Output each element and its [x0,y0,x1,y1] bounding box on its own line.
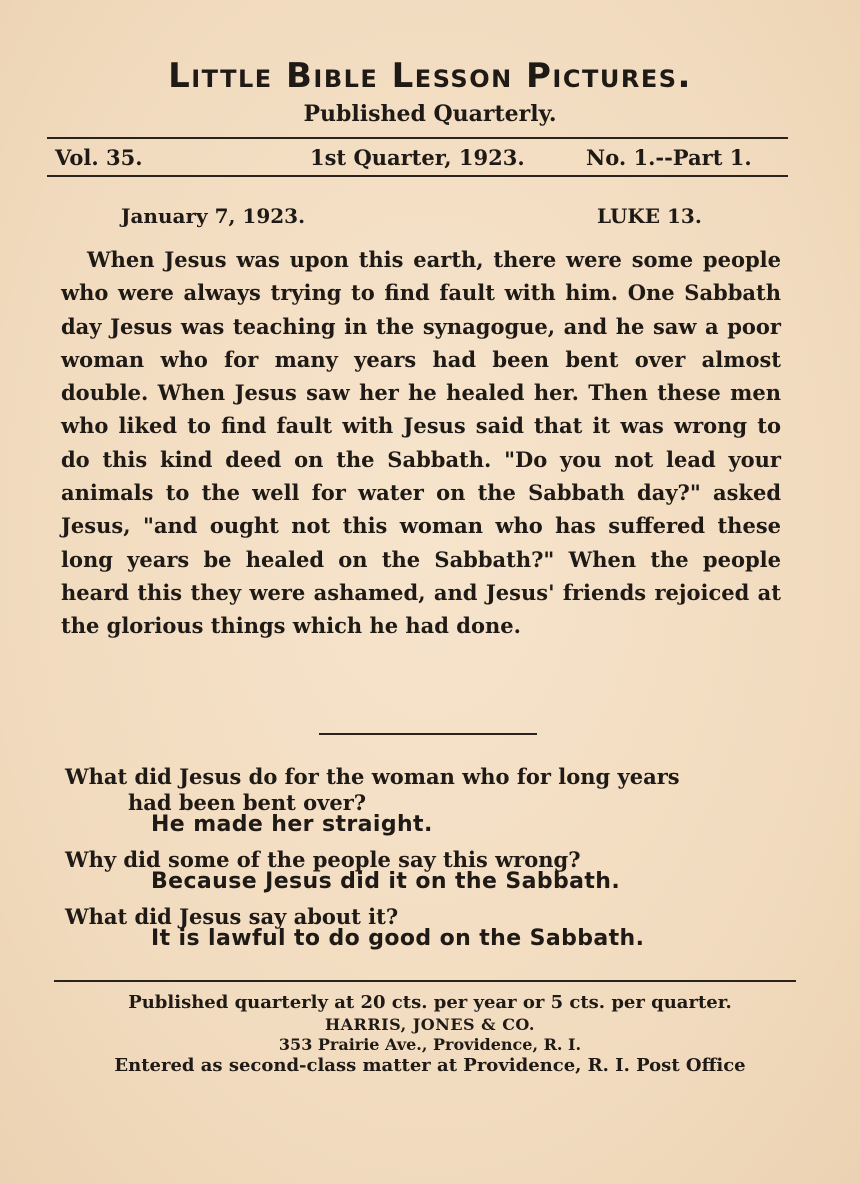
header-top-rule [47,137,788,139]
publication-title: Little Bible Lesson Pictures. [168,56,692,96]
question-2: Why did some of the people say this wrong? [65,847,581,872]
footer-publisher: HARRIS, JONES & CO. [324,1015,535,1034]
section-divider [319,733,537,735]
question-3: What did Jesus say about it? [65,904,399,929]
answer-1: He made her straight. [151,812,433,837]
footer-rule [54,980,796,982]
answer-3: It is lawful to do good on the Sabbath. [151,926,645,951]
publication-subtitle: Published Quarterly. [303,101,557,127]
quarter-label: 1st Quarter, 1923. [310,145,525,170]
volume-label: Vol. 35. [55,145,143,170]
footer-subscription: Published quarterly at 20 cts. per year or 5 cts. per quarter. [128,992,732,1013]
header-bottom-rule [47,175,788,177]
issue-number-label: No. 1.--Part 1. [586,145,752,170]
lesson-date: January 7, 1923. [121,204,306,228]
footer-address: 353 Prairie Ave., Providence, R. I. [278,1035,582,1054]
question-1-line-1: What did Jesus do for the woman who for long years [65,764,680,789]
lesson-story: When Jesus was upon this earth, there were some people who were always trying to find fault with him. One Sabbath day Jesus was teaching in the synagogue, and he saw a poor woman who for many years had been bent over almost double. When Jesus saw her he healed her. Then these men who liked to find fault with Jesus said that it was wrong to do this kind deed on the Sabbath. "Do you not lead your animals to the well for water on the Sabbath day?" asked Jesus, "and ought not this woman who has suffered these long years be healed on the Sabbath?" When the people heard this they were ashamed, and Jesus' friends rejoiced at the glorious things which he had done. [61,247,781,639]
answer-2: Because Jesus did it on the Sabbath. [151,869,621,894]
scripture-reference: LUKE 13. [597,204,702,228]
footer-postal-entry: Entered as second-class matter at Providence, R. I. Post Office [114,1055,746,1076]
issue-info-row [55,145,785,173]
question-1-line-2: had been bent over? [128,790,367,815]
